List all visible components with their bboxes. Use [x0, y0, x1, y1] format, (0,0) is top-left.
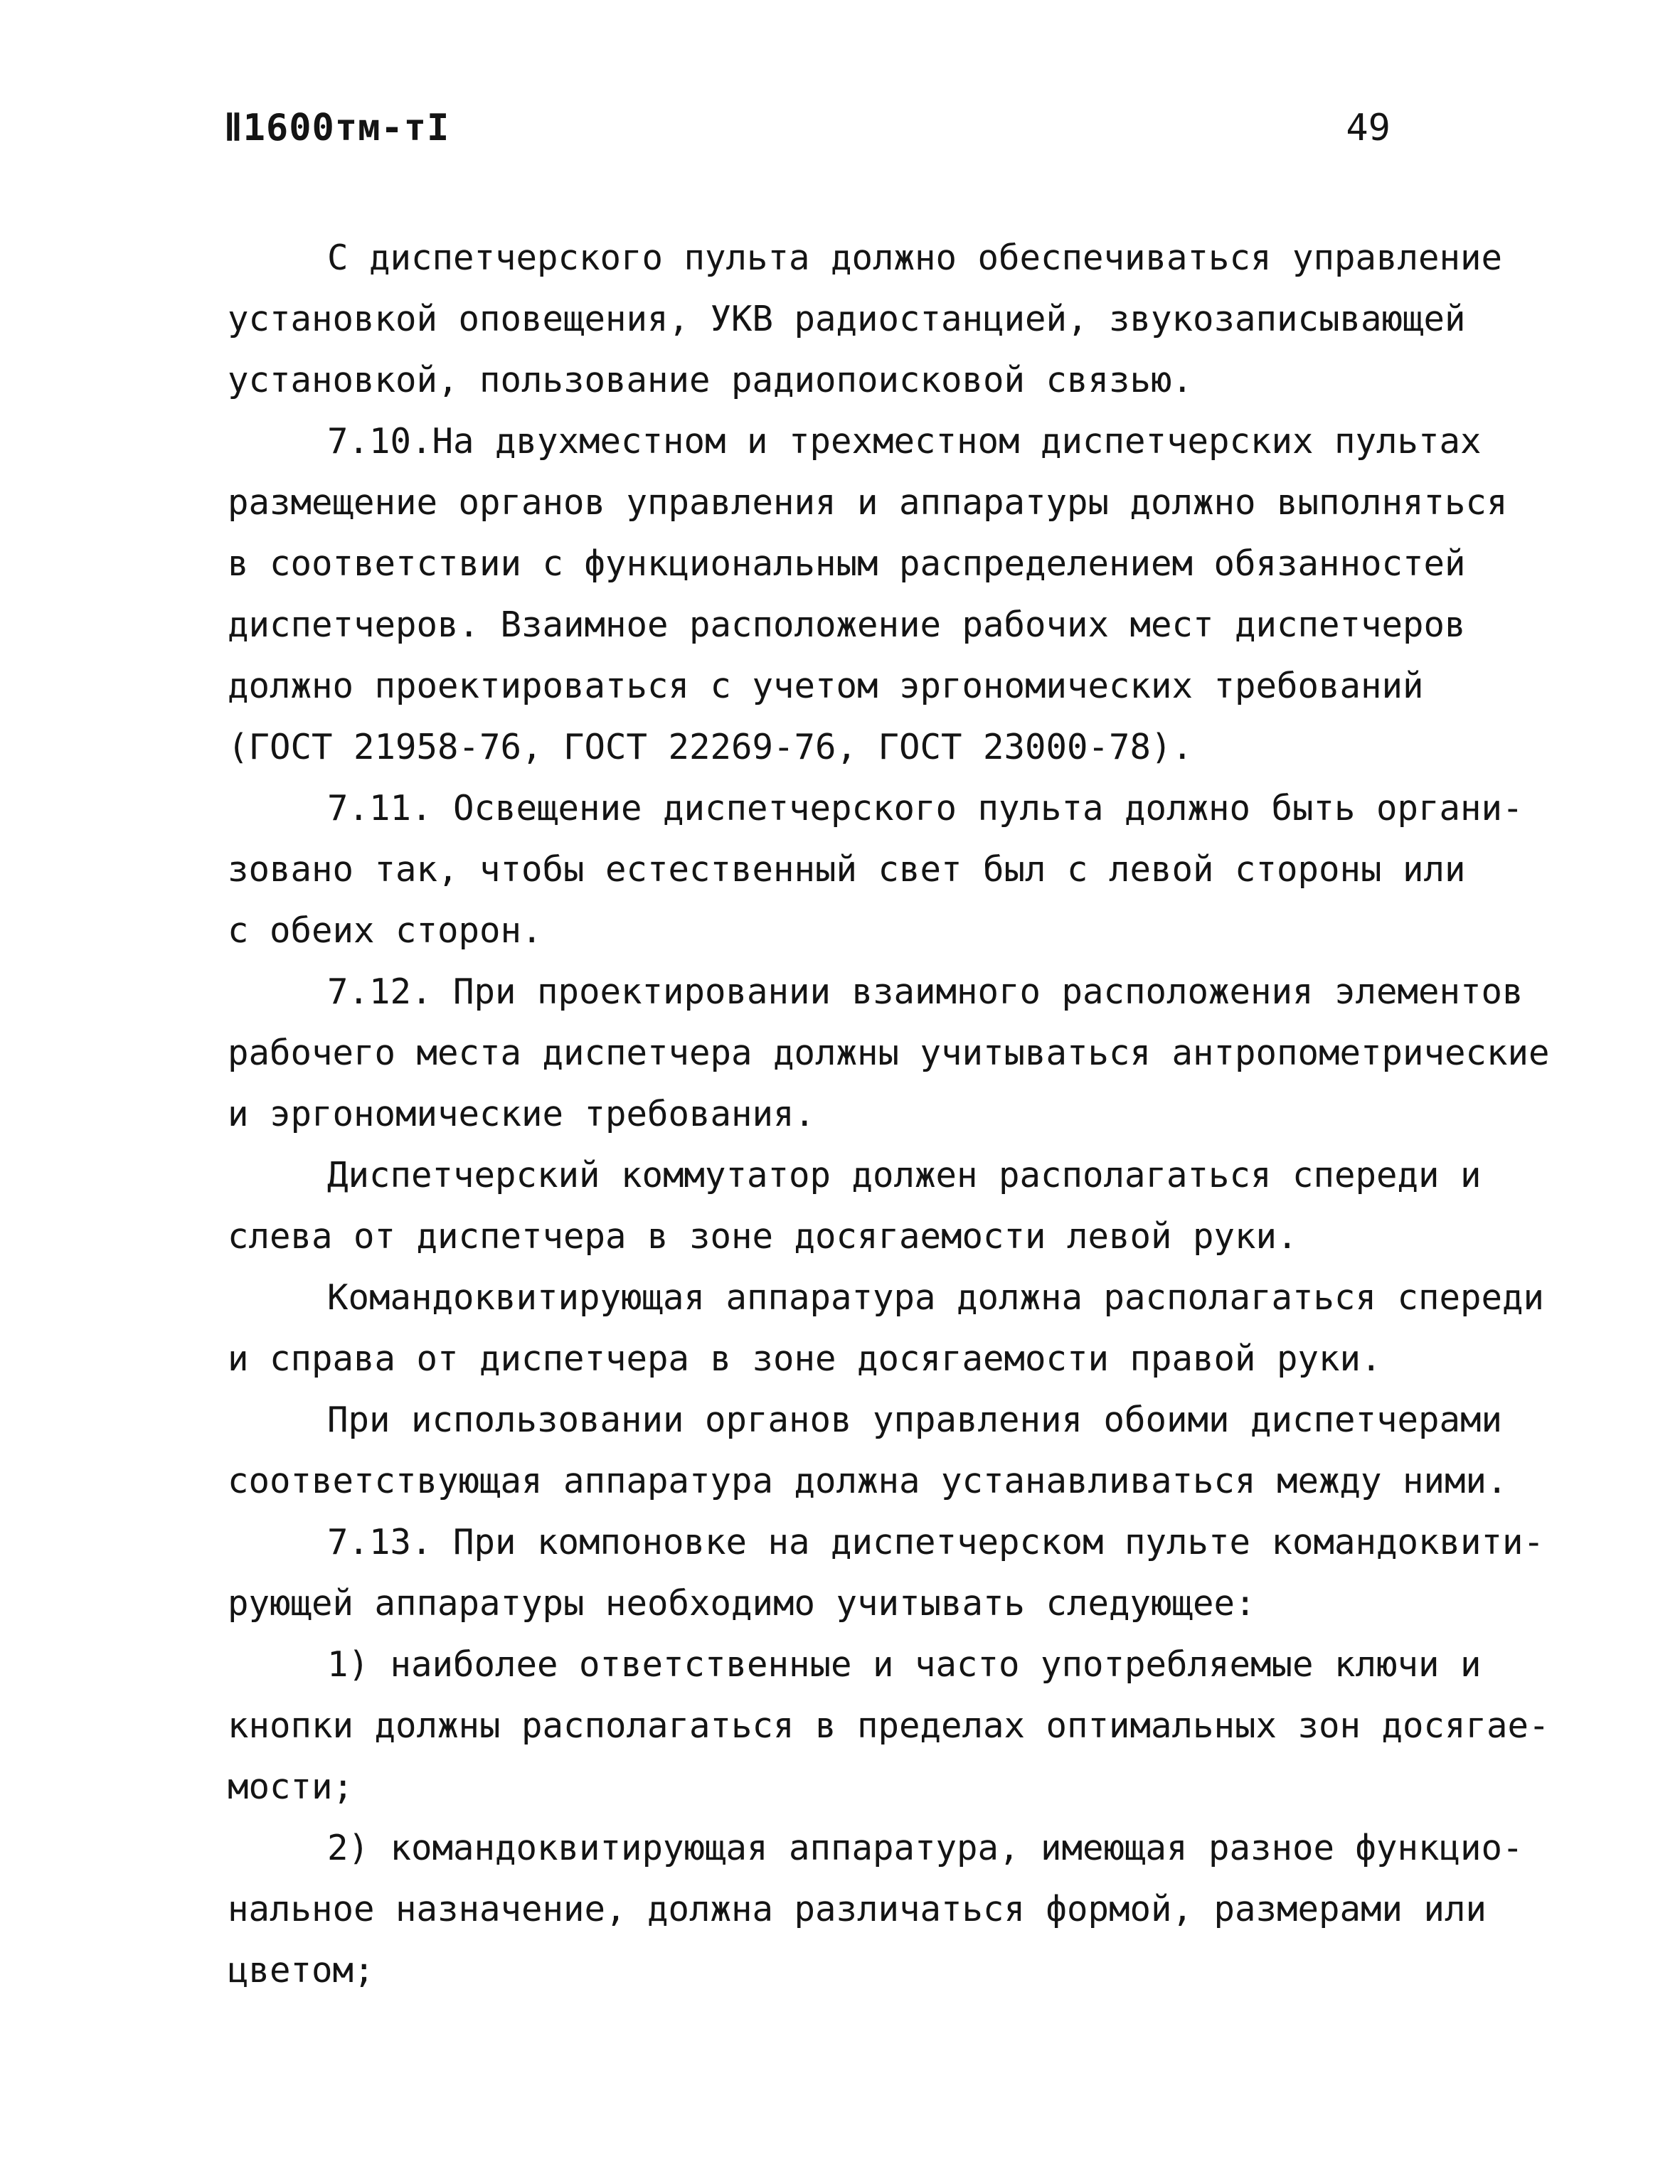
paragraph-shared-controls — [228, 1390, 1508, 1512]
text-line: (ГОСТ 21958-76, ГОСТ 22269-76, ГОСТ 23000-78). — [228, 727, 1193, 767]
list-item-2 — [228, 1818, 1524, 2001]
text-line: С диспетчерского пульта должно обеспечиваться управление — [327, 238, 1503, 278]
text-line: размещение органов управления и аппаратуры должно выполняться — [228, 482, 1508, 523]
text-line: зовано так, чтобы естественный свет был с левой стороны или — [228, 849, 1466, 890]
text-line: мости; — [228, 1767, 354, 1807]
text-line: 7.10.На двухместном и трехместном диспетчерских пультах — [327, 421, 1482, 462]
text-line: диспетчеров. Взаимное расположение рабочих мест диспетчеров — [228, 604, 1466, 645]
text-line: установкой оповещения, УКВ радиостанцией, звукозаписывающей — [228, 299, 1466, 339]
paragraph-dispatch-console-control — [228, 228, 1503, 411]
document-body — [228, 228, 1550, 2001]
page-header — [224, 107, 1391, 164]
text-line: рующей аппаратуры необходимо учитывать следующее: — [228, 1583, 1256, 1624]
text-line: должно проектироваться с учетом эргономических требований — [228, 666, 1424, 706]
text-line: кнопки должны располагаться в пределах оптимальных зон досягае- — [228, 1705, 1550, 1746]
text-line: и эргономические требования. — [228, 1094, 816, 1134]
paragraph-7-11 — [228, 778, 1524, 962]
text-line: слева от диспетчера в зоне досягаемости левой руки. — [228, 1216, 1298, 1257]
text-line: 7.11. Освещение диспетчерского пульта должно быть органи- — [327, 788, 1524, 829]
text-line: с обеих сторон. — [228, 910, 543, 951]
text-line: 1) наиболее ответственные и часто употребляемые ключи и — [327, 1644, 1482, 1685]
paragraph-command-equipment — [228, 1267, 1545, 1390]
page-number: 49 — [1346, 107, 1391, 149]
text-line: Диспетчерский коммутатор должен располагаться спереди и — [327, 1155, 1482, 1195]
text-line: При использовании органов управления обоими диспетчерами — [327, 1400, 1503, 1440]
document-code: Ⅱ1600тм-тI — [224, 107, 450, 149]
text-line: цветом; — [228, 1950, 375, 1991]
list-item-1 — [228, 1634, 1550, 1818]
text-line: 7.12. При проектировании взаимного расположения элементов — [327, 971, 1524, 1012]
paragraph-dispatch-switchboard — [228, 1145, 1482, 1267]
text-line: соответствующая аппаратура должна устанавливаться между ними. — [228, 1461, 1508, 1501]
text-line: 2) командоквитирующая аппаратура, имеющая разное функцио- — [327, 1828, 1524, 1868]
text-line: и справа от диспетчера в зоне досягаемости правой руки. — [228, 1338, 1382, 1379]
text-line: 7.13. При компоновке на диспетчерском пульте командоквити- — [327, 1522, 1545, 1562]
text-line: в соответствии с функциональным распределением обязанностей — [228, 543, 1466, 584]
text-line: нальное назначение, должна различаться формой, размерами или — [228, 1889, 1487, 1929]
paragraph-7-12 — [228, 962, 1550, 1145]
paragraph-7-10 — [228, 411, 1508, 778]
text-line: Командоквитирующая аппаратура должна располагаться спереди — [327, 1277, 1545, 1318]
text-line: установкой, пользование радиопоисковой связью. — [228, 360, 1193, 400]
paragraph-7-13 — [228, 1512, 1545, 1634]
text-line: рабочего места диспетчера должны учитываться антропометрические — [228, 1033, 1550, 1073]
